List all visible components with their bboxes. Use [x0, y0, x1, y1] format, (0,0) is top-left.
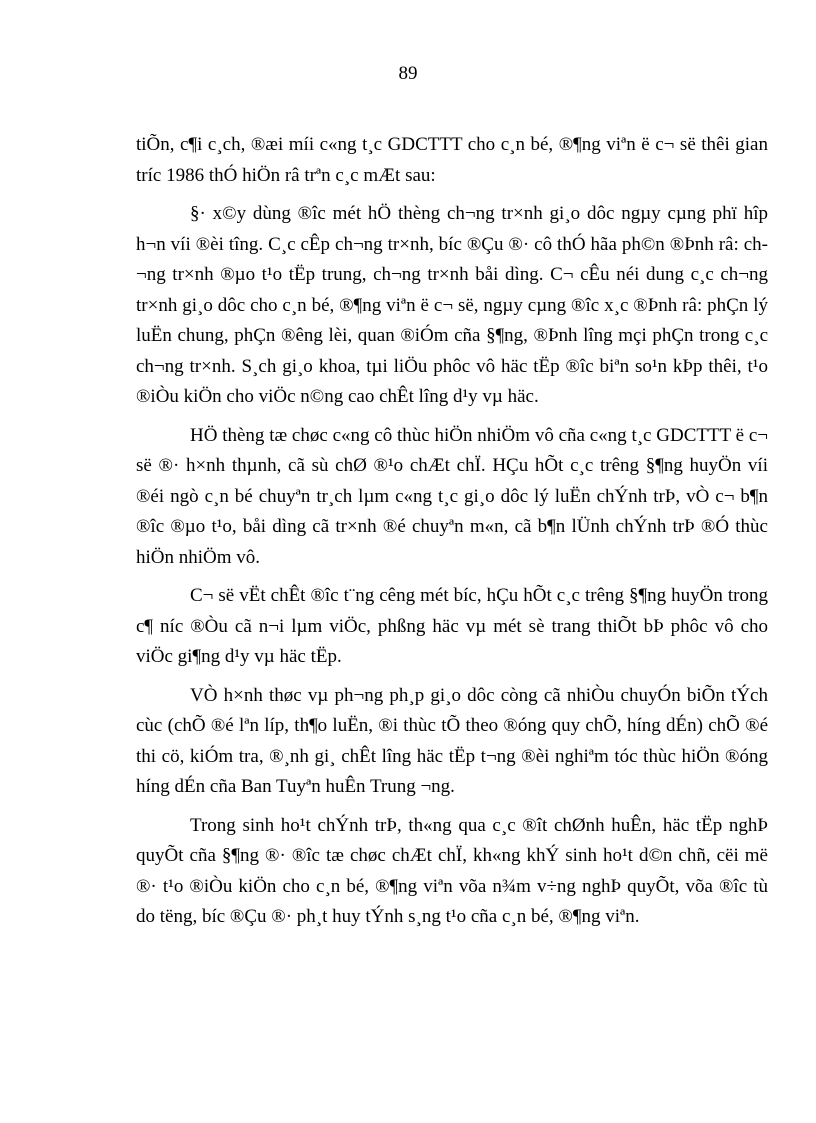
paragraph-3: HÖ thèng tæ chøc c«ng cô thùc hiÖn nhiÖm vô cña c«ng t¸c GDCTTT ë c¬ së ®· h×nh thµnh, cã sù chØ ®¹o chÆt chÏ. HÇu hÕt c¸c trêng §¶ng huyÖn víi ®éi ngò c¸n bé chuyªn tr¸ch lµm c«ng t¸c gi¸o dôc lý luËn chÝnh trÞ, vÒ c¬ b¶n ®îc ®µo t¹o, båi dìng cã tr×nh ®é chuyªn m«n, cã b¶n lÜnh chÝnh trÞ ®Ó thùc hiÖn nhiÖm vô. [136, 424, 768, 568]
body-text [136, 130, 768, 941]
paragraph-1: tiÕn, c¶i c¸ch, ®æi míi c«ng t¸c GDCTTT cho c¸n bé, ®¶ng viªn ë c¬ së thêi gian tríc 1986 thÓ hiÖn râ trªn c¸c mÆt sau: [136, 134, 768, 186]
paragraph-5: VÒ h×nh thøc vµ ph¬ng ph¸p gi¸o dôc còng cã nhiÒu chuyÓn biÕn tÝch cùc (chÕ ®é lªn líp, th¶o luËn, ®i thùc tÕ theo ®óng quy chÕ, híng dÉn) chÕ ®é thi cö, kiÓm tra, ®¸nh gi¸ chÊt lîng häc tËp t¬ng ®èi nghiªm tóc thùc hiÖn ®óng híng dÉn cña Ban Tuyªn huÊn Trung ¬ng. [136, 684, 768, 797]
page-number: 89 [398, 63, 418, 84]
paragraph-4: C¬ së vËt chÊt ®îc t¨ng cêng mét bíc, hÇu hÕt c¸c trêng §¶ng huyÖn trong c¶ níc ®Òu cã n¬i lµm viÖc, phßng häc vµ mét sè trang thiÕt bÞ phôc vô cho viÖc gi¶ng d¹y vµ häc tËp. [136, 585, 768, 667]
paragraph-2: §· x©y dùng ®îc mét hÖ thèng ch¬ng tr×nh gi¸o dôc ngµy cµng phï hîp h¬n víi ®èi tîng. C¸c cÊp ch¬ng tr×nh, bíc ®Çu ®· cô thÓ hãa ph©n ®Þnh râ: ch¬ng tr×nh ®µo t¹o tËp trung, ch¬ng tr×nh båi dìng. C¬ cÊu néi dung c¸c ch¬ng tr×nh gi¸o dôc cho c¸n bé, ®¶ng viªn ë c¬ së, ngµy cµng ®îc x¸c ®Þnh râ: phÇn lý luËn chung, phÇn ®êng lèi, quan ®iÓm cña §¶ng, ®Þnh lîng mçi phÇn trong c¸c ch¬ng tr×nh. S¸ch gi¸o khoa, tµi liÖu phôc vô häc tËp ®îc biªn so¹n kÞp thêi, t¹o ®iÒu kiÖn cho viÖc n©ng cao chÊt lîng d¹y vµ häc. [136, 203, 768, 407]
paragraph-6: Trong sinh ho¹t chÝnh trÞ, th«ng qua c¸c ®ît chØnh huÊn, häc tËp nghÞ quyÕt cña §¶ng ®· ®îc tæ chøc chÆt chÏ, kh«ng khÝ sinh ho¹t d©n chñ, cëi më ®· t¹o ®iÒu kiÖn cho c¸n bé, ®¶ng viªn võa n¾m v÷ng nghÞ quyÕt, võa ®îc tù do tëng, bíc ®Çu ®· ph¸t huy tÝnh s¸ng t¹o cña c¸n bé, ®¶ng viªn. [136, 814, 768, 927]
